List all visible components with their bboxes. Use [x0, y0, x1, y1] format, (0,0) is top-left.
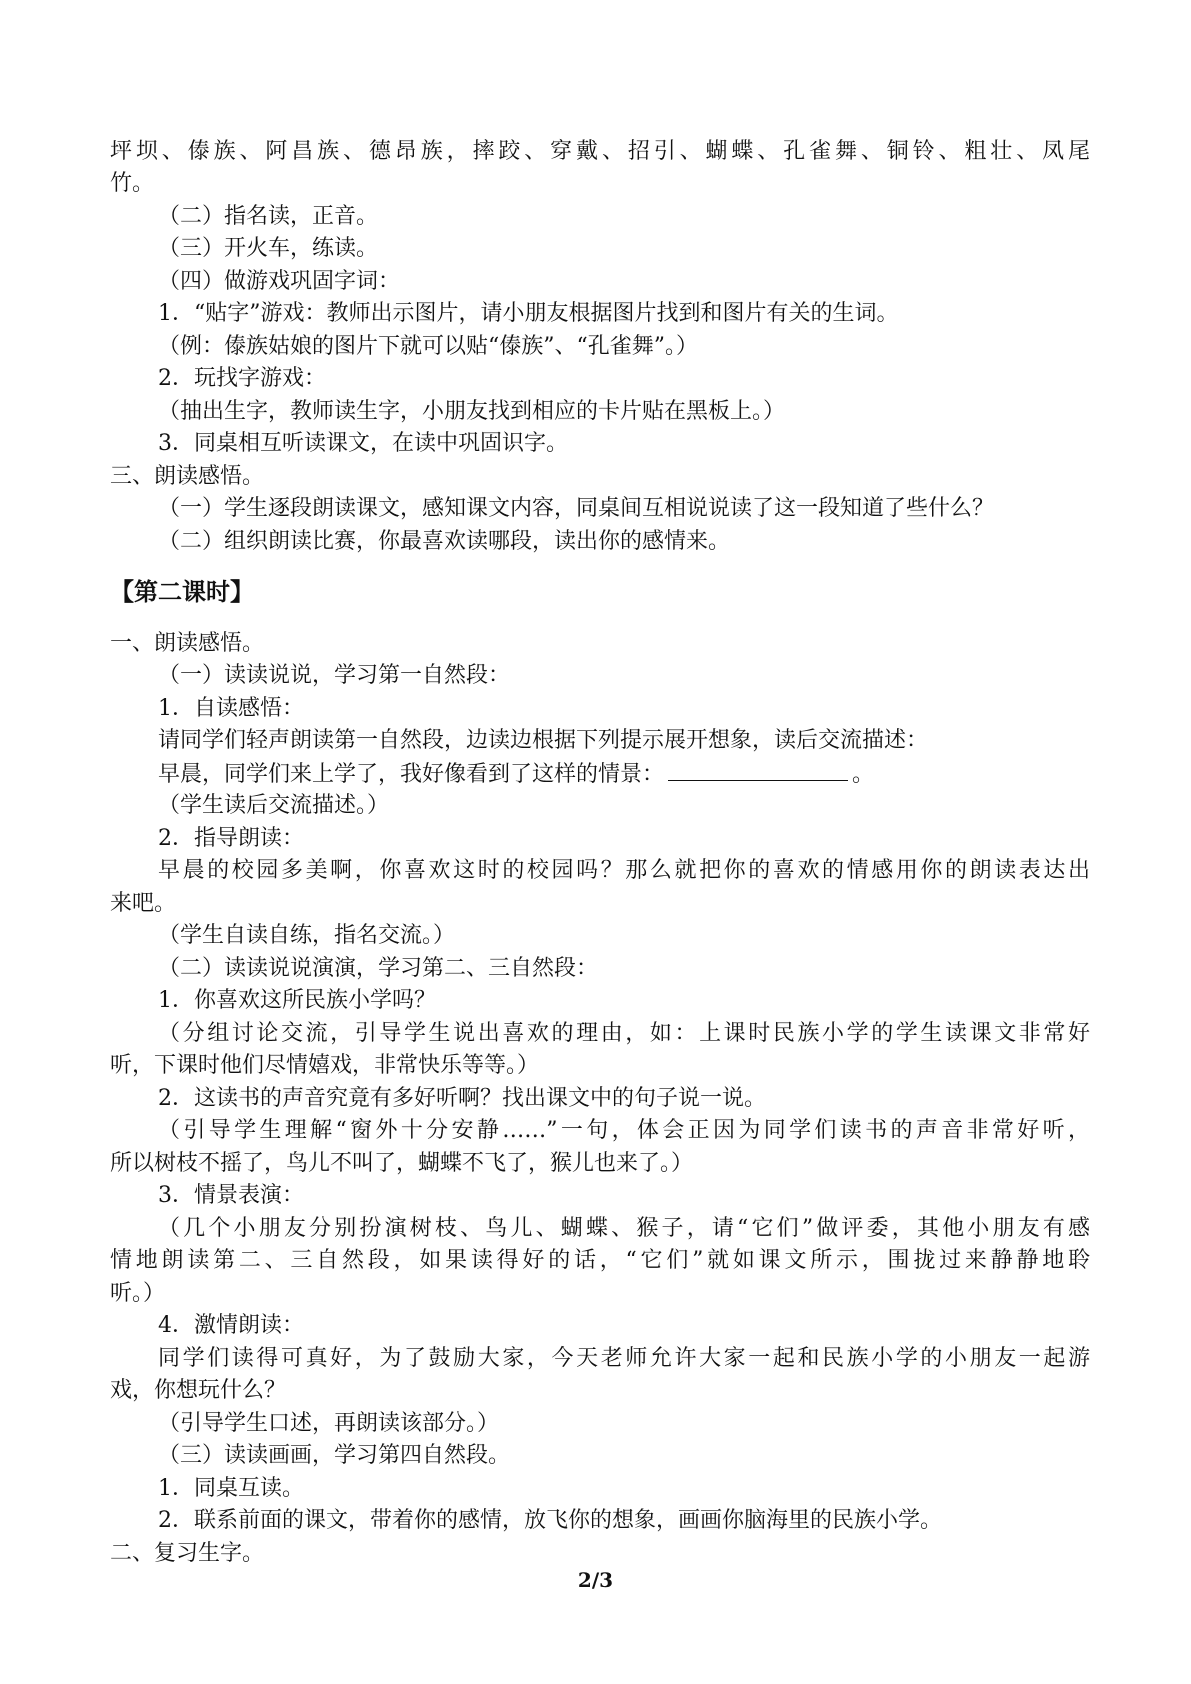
text-line: （一）读读说说，学习第一自然段： [158, 663, 511, 688]
text-line: （学生读后交流描述。） [158, 793, 390, 818]
text-line: （引导学生口述，再朗读该部分。） [158, 1411, 500, 1436]
text-line: 来吧。 [110, 891, 177, 916]
text-line: 竹。 [110, 171, 155, 196]
text-line: 三、朗读感悟。 [110, 464, 265, 489]
text-line: （学生自读自练，指名交流。） [158, 923, 456, 948]
text-line: 2．这读书的声音究竟有多好听啊？找出课文中的句子说一说。 [158, 1086, 766, 1111]
text-line: 同学们读得可真好，为了鼓励大家，今天老师允许大家一起和民族小学的小朋友一起游 [158, 1346, 1090, 1371]
text-line: 早晨的校园多美啊，你喜欢这时的校园吗？那么就把你的喜欢的情感用你的朗读表达出 [158, 858, 1090, 883]
text-line: 2．玩找字游戏： [158, 366, 326, 391]
text-line: 2．指导朗读： [158, 826, 304, 851]
text-line: 3．同桌相互听读课文，在读中巩固识字。 [158, 431, 568, 456]
text-line: （四）做游戏巩固字词： [158, 269, 401, 294]
text-line: 坪坝、傣族、阿昌族、德昂族，摔跤、穿戴、招引、蝴蝶、孔雀舞、铜铃、粗壮、凤尾 [110, 139, 1090, 164]
text-segment: 。 [852, 762, 875, 787]
fill-in-blank [668, 758, 848, 781]
text-line-with-blank [158, 758, 1138, 790]
text-line: （二）指名读，正音。 [158, 204, 379, 229]
page-number: 2/3 [577, 1568, 614, 1592]
text-segment: 早晨，同学们来上学了，我好像看到了这样的情景： [158, 762, 665, 787]
text-line: 3．情景表演： [158, 1183, 304, 1208]
text-line: （几个小朋友分别扮演树枝、鸟儿、蝴蝶、猴子，请“它们”做评委，其他小朋友有感 [158, 1216, 1090, 1241]
text-line: 1．“贴字”游戏：教师出示图片，请小朋友根据图片找到和图片有关的生词。 [158, 301, 899, 326]
text-line: 1．自读感悟： [158, 696, 304, 721]
text-line: （例：傣族姑娘的图片下就可以贴“傣族”、“孔雀舞”。） [158, 334, 698, 359]
text-line: 听，下课时他们尽情嬉戏，非常快乐等等。） [110, 1053, 540, 1078]
text-line: 一、朗读感悟。 [110, 631, 265, 656]
text-line: 4．激情朗读： [158, 1313, 304, 1338]
text-line: （三）读读画画，学习第四自然段。 [158, 1443, 511, 1468]
text-line: （一）学生逐段朗读课文，感知课文内容，同桌间互相说说读了这一段知道了些什么？ [158, 496, 995, 521]
text-line: （三）开火车，练读。 [158, 236, 379, 261]
text-line: 2．联系前面的课文，带着你的感情，放飞你的想象，画画你脑海里的民族小学。 [158, 1508, 942, 1533]
text-line: 听。） [110, 1281, 166, 1306]
text-line: （抽出生字，教师读生字，小朋友找到相应的卡片贴在黑板上。） [158, 399, 786, 424]
text-line: 所以树枝不摇了，鸟儿不叫了，蝴蝶不飞了，猴儿也来了。） [110, 1151, 694, 1176]
text-line: 1．你喜欢这所民族小学吗？ [158, 988, 436, 1013]
section-title: 【第二课时】 [110, 578, 254, 606]
text-line: （引导学生理解“窗外十分安静……”一句，体会正因为同学们读书的声音非常好听， [158, 1118, 1090, 1143]
text-line: 1．同桌互读。 [158, 1476, 304, 1501]
text-line: （分组讨论交流，引导学生说出喜欢的理由，如：上课时民族小学的学生读课文非常好 [158, 1021, 1090, 1046]
text-line: 请同学们轻声朗读第一自然段，边读边根据下列提示展开想象，读后交流描述： [158, 728, 929, 753]
text-line: 戏，你想玩什么？ [110, 1378, 287, 1403]
text-line: 情地朗读第二、三自然段，如果读得好的话，“它们”就如课文所示，围拢过来静静地聆 [110, 1248, 1090, 1273]
text-line: 二、复习生字。 [110, 1541, 265, 1566]
text-line: （二）组织朗读比赛，你最喜欢读哪段，读出你的感情来。 [158, 529, 731, 554]
text-line: （二）读读说说演演，学习第二、三自然段： [158, 956, 599, 981]
